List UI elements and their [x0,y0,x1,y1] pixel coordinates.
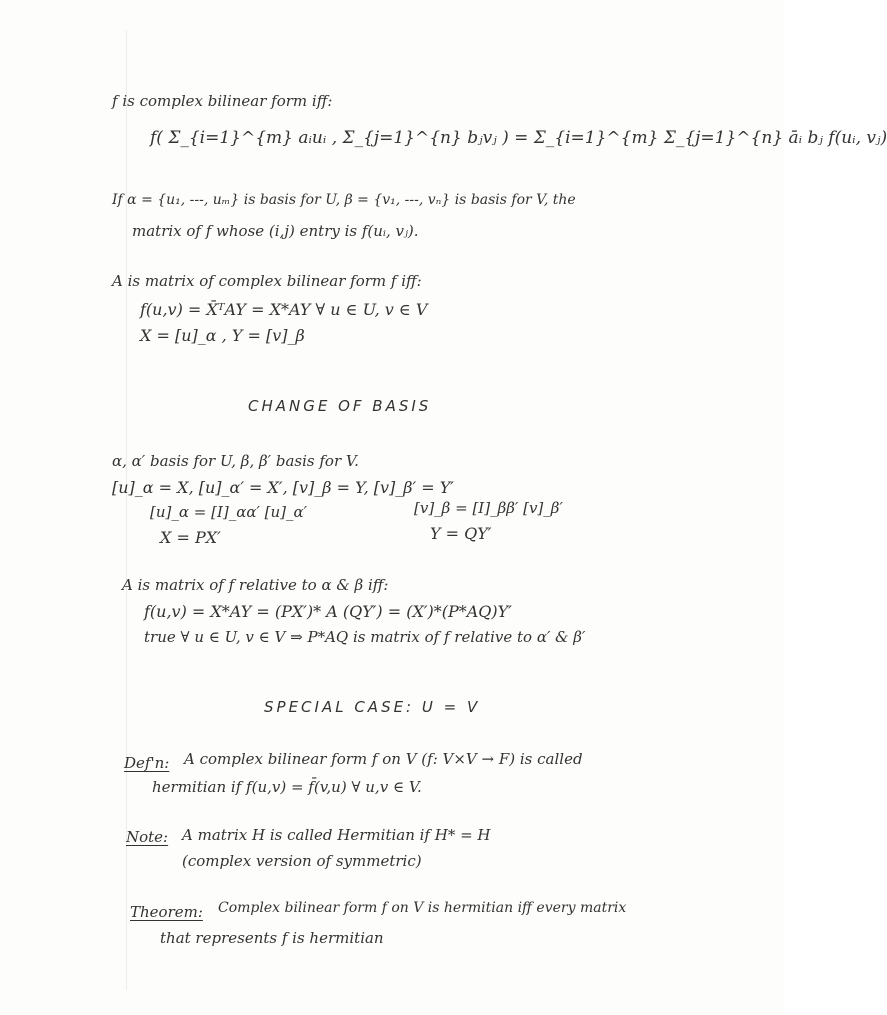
change-of-basis-u-line: [u]_α = [I]_αα′ [u]_α′ [150,503,308,521]
theorem-continuation-line: that represents f is hermitian [160,929,384,947]
matrix-definition-line: A is matrix of complex bilinear form f iff: [112,272,422,290]
bases-line: α, α′ basis for U, β, β′ basis for V. [112,452,359,470]
relative-matrix-line: A is matrix of f relative to α & β iff: [122,576,389,594]
matrix-formula-line: f(u,v) = X̄ᵀAY = X*AY ∀ u ∈ U, v ∈ V [140,300,428,319]
theorem-label: Theorem: [130,903,203,921]
heading-change-of-basis: CHANGE OF BASIS [248,397,432,415]
change-of-basis-v-line: [v]_β = [I]_ββ′ [v]_β′ [414,499,563,517]
bilinear-sum-equation: f( Σ_{i=1}^{m} aᵢuᵢ , Σ_{j=1}^{n} bⱼvⱼ ) = Σ_{i=1}^{m} Σ_{j=1}^{n} āᵢ bⱼ f(uᵢ, vⱼ) [150,128,887,148]
basis-line: If α = {u₁, ---, uₘ} is basis for U, β = {v₁, ---, vₙ} is basis for V, the [112,192,576,208]
hermitian-condition-line: hermitian if f(u,v) = f̄(v,u) ∀ u,v ∈ V. [152,778,422,796]
px-line: X = PX′ [160,528,221,547]
definition-label: Def'n: [124,754,170,772]
transformation-formula-line: f(u,v) = X*AY = (PX′)* A (QY′) = (X′)*(P*AQ)Y′ [144,602,512,621]
note-label: Note: [126,828,169,846]
qy-line: Y = QY′ [430,524,492,543]
theorem-line: Complex bilinear form f on V is hermitian iff every matrix [218,900,627,916]
symmetric-remark-line: (complex version of symmetric) [182,852,422,870]
page-margin-line [126,30,127,990]
hermitian-matrix-line: A matrix H is called Hermitian if H* = H [182,826,491,844]
conclusion-line: true ∀ u ∈ U, v ∈ V ⇒ P*AQ is matrix of f relative to α′ & β′ [144,628,586,646]
definition-line: f is complex bilinear form iff: [112,92,333,110]
matrix-entry-line: matrix of f whose (i,j) entry is f(uᵢ, vⱼ). [132,222,419,240]
coordinate-vectors-line: X = [u]_α , Y = [v]_β [140,326,305,345]
hermitian-definition-line: A complex bilinear form f on V (f: V×V → F) is called [184,750,583,768]
coordinates-line: [u]_α = X, [u]_α′ = X′, [v]_β = Y, [v]_β′ = Y′ [112,478,454,497]
heading-special-case: SPECIAL CASE: U = V [264,698,481,716]
